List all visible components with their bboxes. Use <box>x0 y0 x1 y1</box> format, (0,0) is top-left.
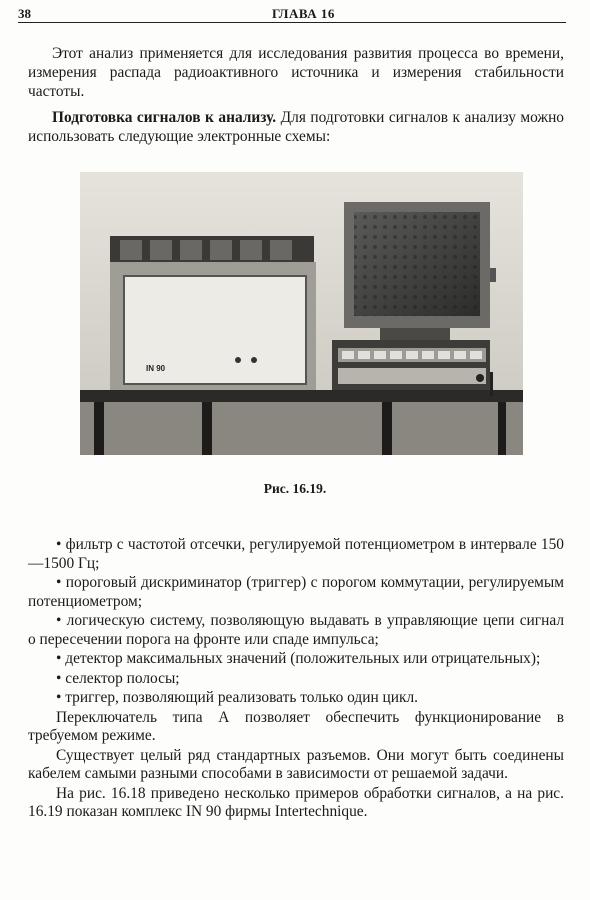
body-paragraph: Существует целый ряд стандартных разъемов. Они могут быть соединены кабелем самыми разными способами в зависимости от решаемой задачи. <box>28 746 564 782</box>
page-header <box>18 6 566 23</box>
page-number: 38 <box>18 6 31 21</box>
section-title: Подготовка сигналов к анализу. <box>52 109 277 126</box>
equipment-photo <box>80 172 523 455</box>
figure-photo <box>80 172 523 455</box>
bullet-list <box>28 536 564 823</box>
list-item: • триггер, позволяющий реализовать только один цикл. <box>56 689 419 706</box>
list-item: • логическую систему, позволяющую выдавать в управляющие цепи сигнал о пересечении порога на фронте или спаде импульса; <box>28 612 564 648</box>
section-paragraph <box>28 108 564 146</box>
intro-paragraph: Этот анализ применяется для исследования развития процесса во времени, измерения распада радиоактивного источника и измерения стабильности частоты. <box>28 45 564 100</box>
list-item: • детектор максимальных значений (положительных или отрицательных); <box>56 650 541 667</box>
section-text: Для подготовки сигналов к анализу можно использовать следующие электронные схемы: <box>28 109 564 145</box>
body-paragraph: На рис. 16.18 приведено несколько примеров обработки сигналов, а на рис. 16.19 показан комплекс IN 90 фирмы Intertechnique. <box>28 784 564 820</box>
body-paragraph: Переключатель типа А позволяет обеспечить функционирование в требуемом режиме. <box>28 708 564 744</box>
figure-caption: Рис. 16.19. <box>263 481 327 496</box>
list-item: • пороговый дискриминатор (триггер) с порогом коммутации, регулируемым потенциометром; <box>28 574 564 610</box>
list-item: • фильтр с частотой отсечки, регулируемой потенциометром в интервале 150—1500 Гц; <box>28 536 564 572</box>
chapter-title: ГЛАВА 16 <box>272 6 335 21</box>
list-item: • селектор полосы; <box>56 669 180 687</box>
device-label: IN 90 <box>146 364 166 373</box>
